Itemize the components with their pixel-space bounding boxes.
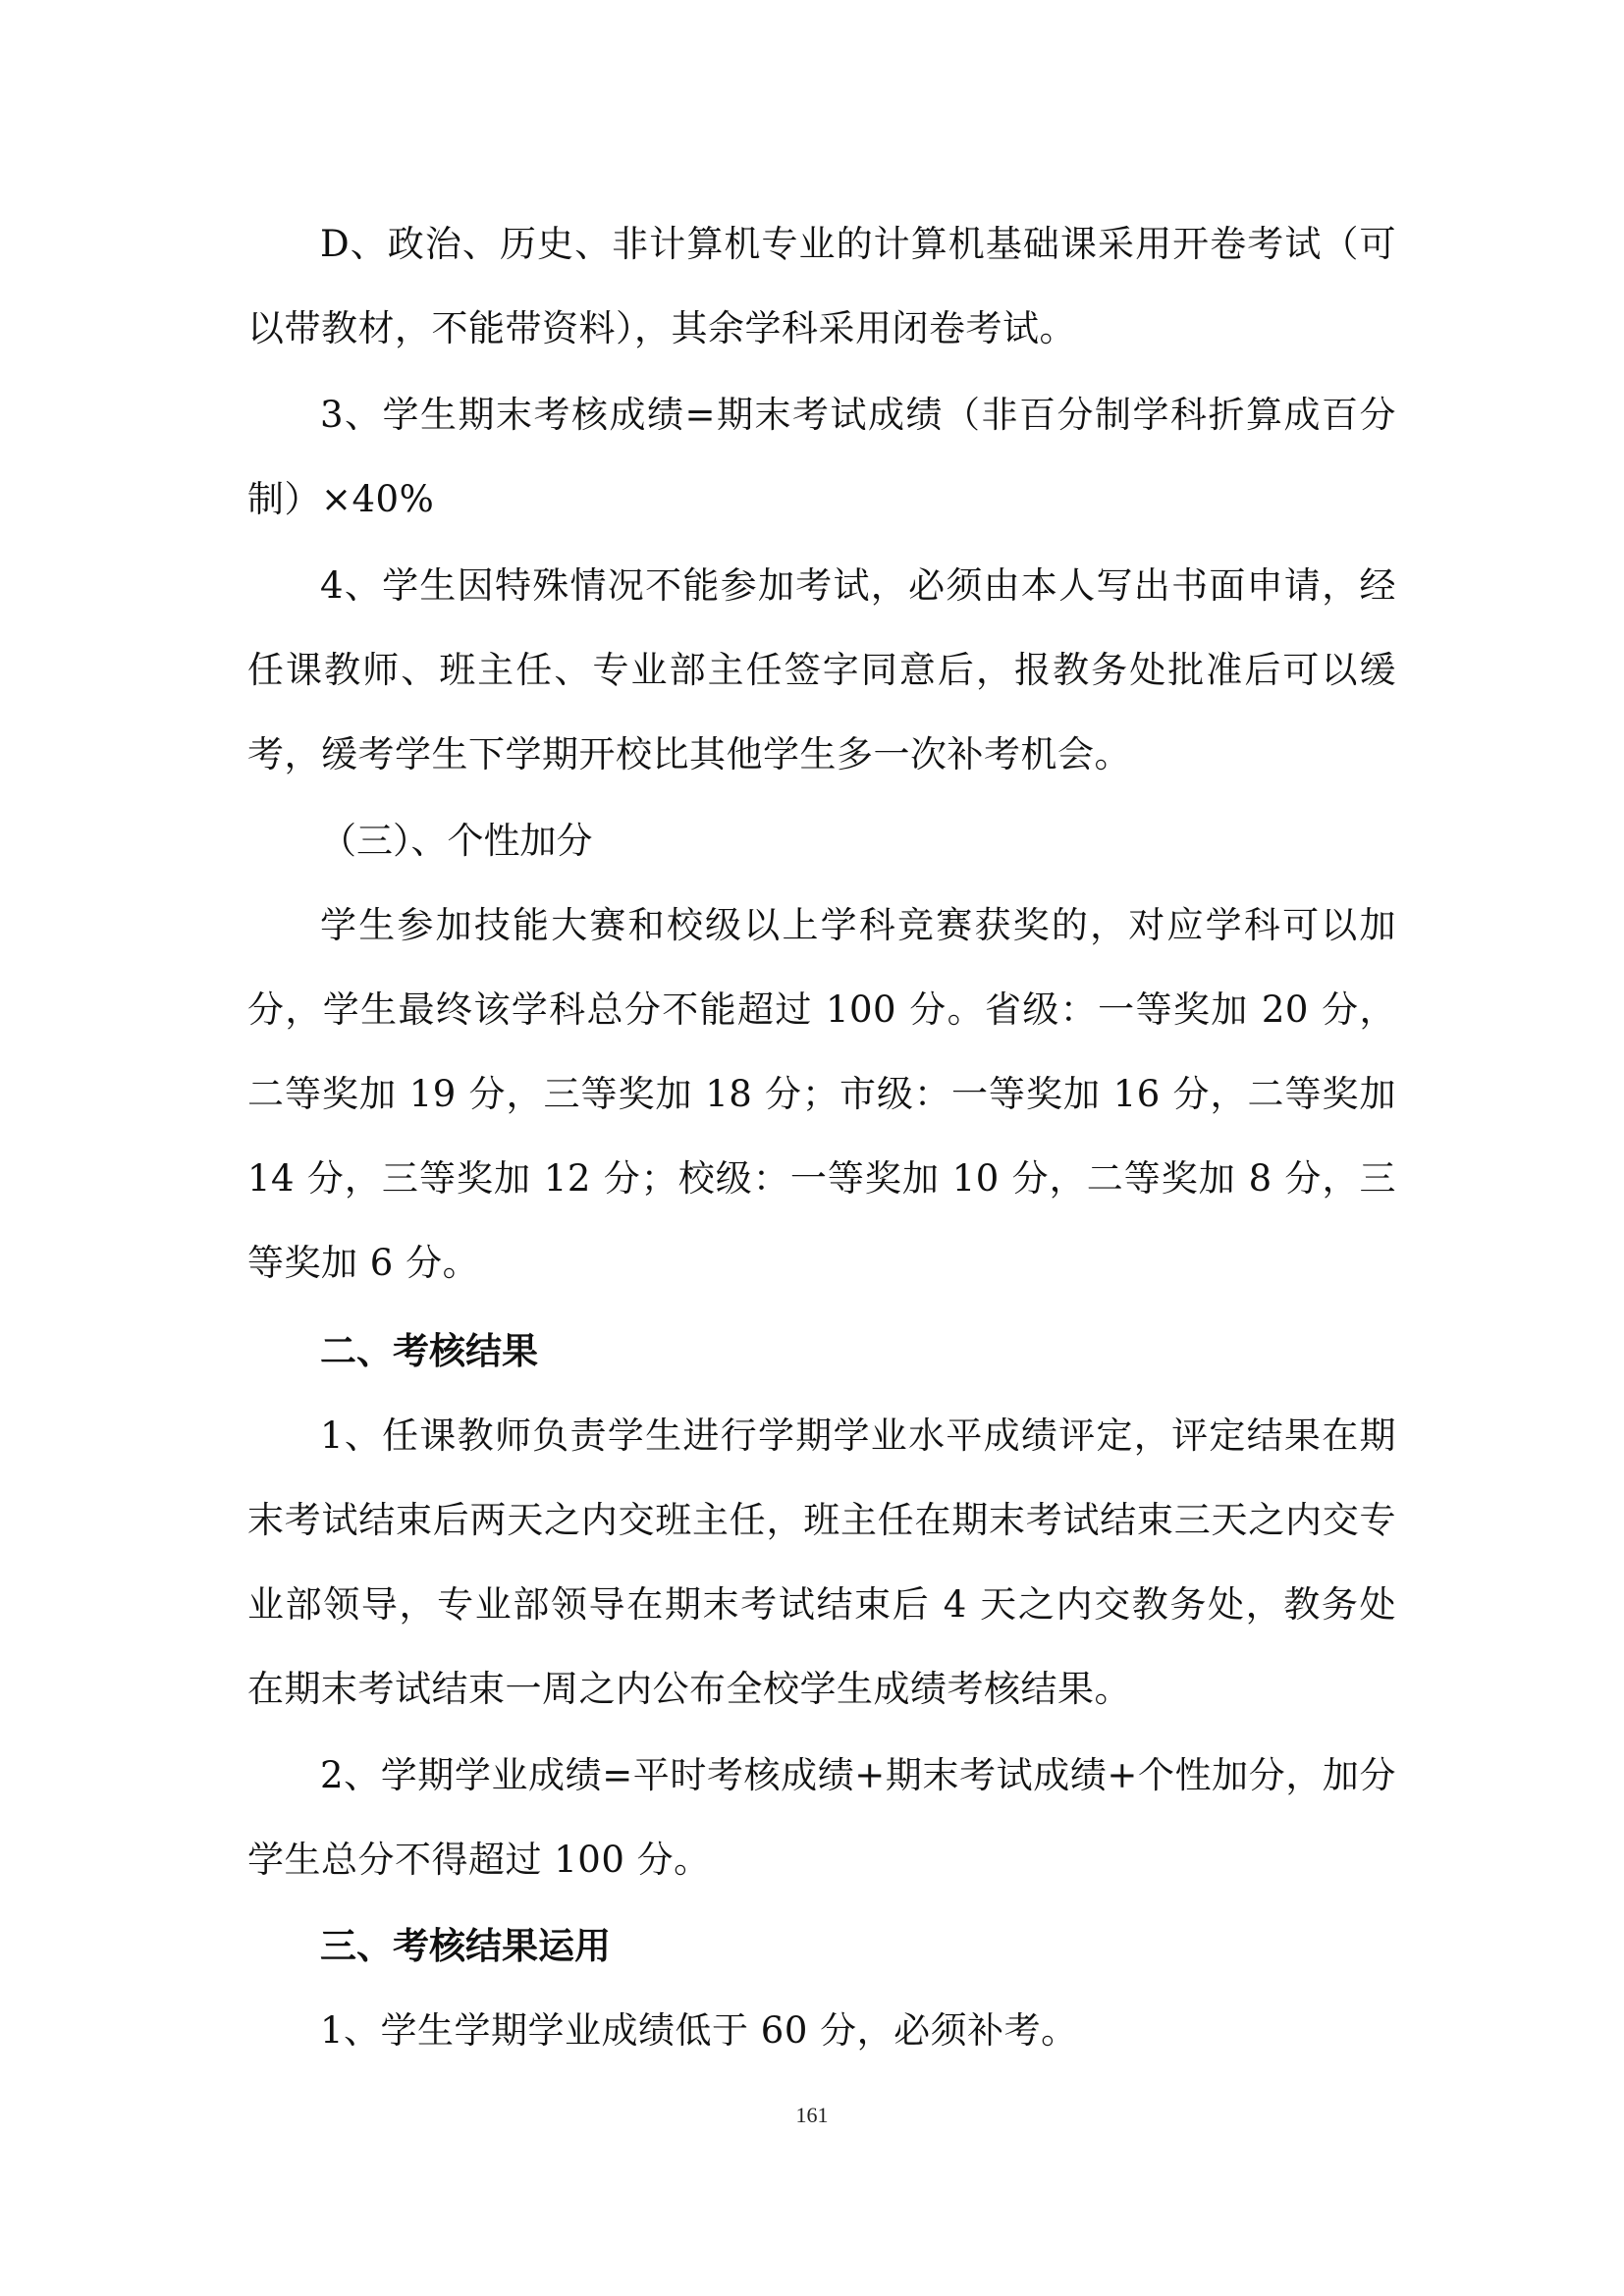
section-heading-bonus-points: （三）、个性加分 [320, 820, 593, 862]
paragraph-makeup-exam: 1、学生学期学业成绩低于 60 分，必须补考。 [320, 2009, 1078, 2052]
paragraph-deferred-exam: 4、学生因特殊情况不能参加考试，必须由本人写出书面申请，经任课教师、班主任、专业部主任签字同意后，报教务处批准后可以缓考，缓考学生下学期开校比其他学生多一次补考机会。 [247, 564, 1396, 775]
paragraph-bonus-points-rules: 学生参加技能大赛和校级以上学科竞赛获奖的，对应学科可以加分，学生最终该学科总分不能超过 100 分。省级：一等奖加 20 分，二等奖加 19 分，三等奖加 18 分；市级：一等奖加 16 分，二等奖加 14 分，三等奖加 12 分；校级：一等奖加 10 分，二等奖加 8 分，三等奖加 6 分。 [247, 904, 1396, 1284]
section-heading-results-application: 三、考核结果运用 [320, 1925, 611, 1967]
paragraph-semester-score-formula: 2、学期学业成绩=平时考核成绩+期末考试成绩+个性加分，加分学生总分不得超过 100 分。 [247, 1754, 1396, 1881]
paragraph-final-exam-score: 3、学生期末考核成绩=期末考试成绩（非百分制学科折算成百分制）×40% [247, 394, 1396, 520]
paragraph-open-book-exam: D、政治、历史、非计算机专业的计算机基础课采用开卷考试（可以带教材，不能带资料），其余学科采用闭卷考试。 [247, 223, 1396, 349]
page-number: 161 [795, 2103, 829, 2127]
section-heading-assessment-results: 二、考核结果 [320, 1330, 538, 1372]
paragraph-results-timeline: 1、任课教师负责学生进行学期学业水平成绩评定，评定结果在期末考试结束后两天之内交班主任，班主任在期末考试结束三天之内交专业部领导，专业部领导在期末考试结束后 4 天之内交教务处，教务处在期末考试结束一周之内公布全校学生成绩考核结果。 [247, 1415, 1396, 1710]
